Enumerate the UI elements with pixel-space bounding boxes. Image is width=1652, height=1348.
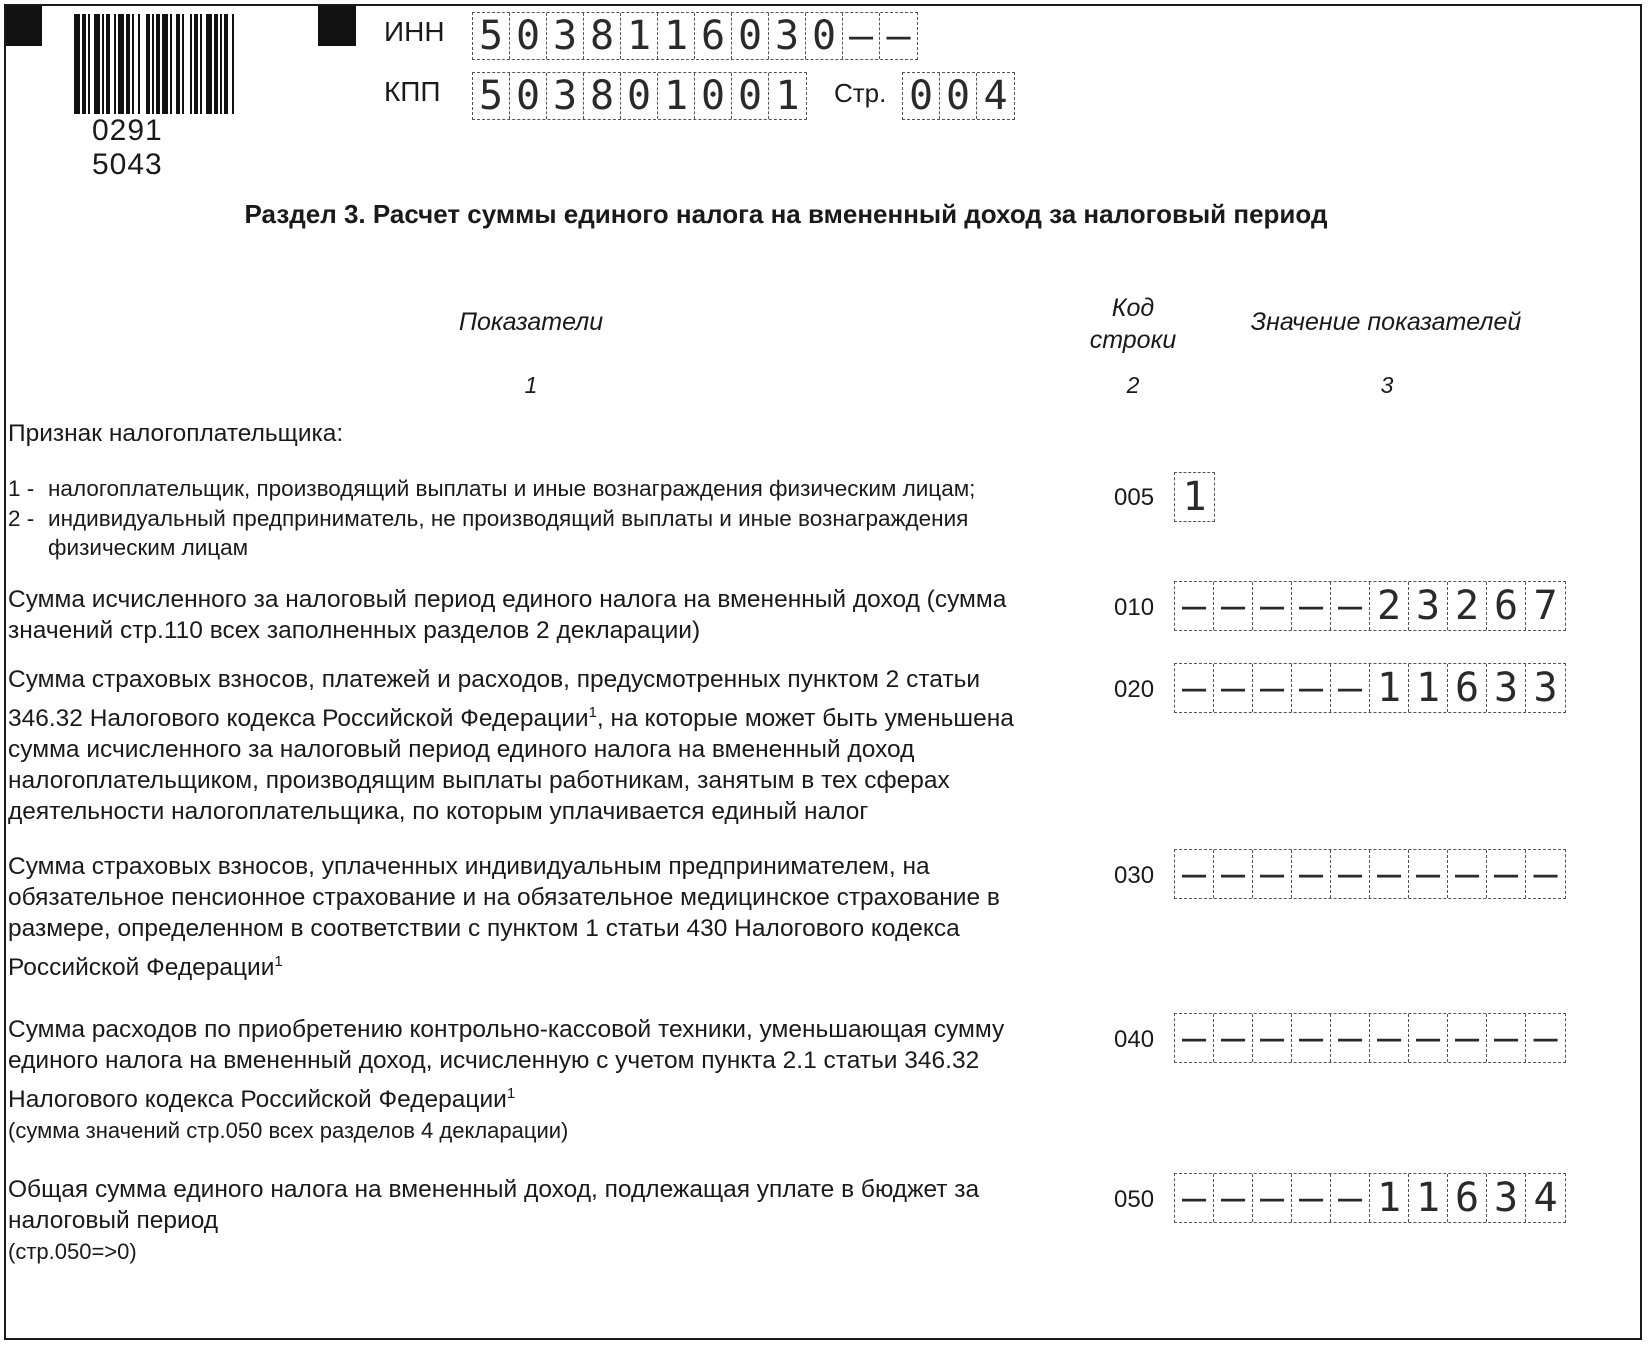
- row-020-value-field-cell[interactable]: –: [1175, 664, 1214, 712]
- row-030-value-field-cell[interactable]: –: [1214, 850, 1253, 898]
- row-040-note: (сумма значений стр.050 всех разделов 4 декларации): [8, 1118, 569, 1144]
- row-020-description: [8, 664, 1078, 827]
- row-030-value-field-cell[interactable]: –: [1409, 850, 1448, 898]
- row-030-footnote-mark: 1: [274, 953, 283, 970]
- row-030-value-field-cell[interactable]: –: [1370, 850, 1409, 898]
- barcode-bar: [220, 14, 222, 114]
- barcode-bar: [182, 14, 184, 114]
- inn-label: ИНН: [384, 16, 445, 47]
- row-040-value-field-cell[interactable]: –: [1448, 1014, 1487, 1062]
- kpp-field-cell[interactable]: 0: [695, 73, 732, 119]
- row-020-value-field-cell[interactable]: –: [1253, 664, 1292, 712]
- inn-field-cell[interactable]: 3: [547, 13, 584, 59]
- column-number-3: 3: [1380, 372, 1394, 398]
- kpp-field-cell[interactable]: 8: [584, 73, 621, 119]
- row-040-value-field-cell[interactable]: –: [1370, 1014, 1409, 1062]
- row-050-note: (стр.050=>0): [8, 1239, 137, 1264]
- row-code-040: 040: [1114, 1026, 1155, 1053]
- column-number-1: 1: [524, 372, 538, 398]
- row-040-value-field-cell[interactable]: –: [1533, 1015, 1558, 1061]
- row-010-text-line2: значений стр.110 всех заполненных разделов 2 декларации): [8, 617, 701, 644]
- row-040-description: [8, 1014, 1078, 1146]
- barcode-number: [92, 114, 279, 182]
- row-050-text-line2: налоговый период: [8, 1207, 219, 1234]
- barcode-bar: [156, 14, 160, 114]
- row-040-value-field-cell[interactable]: –: [1487, 1014, 1526, 1062]
- kpp-field-cell[interactable]: 0: [732, 73, 769, 119]
- barcode-bar: [82, 14, 86, 114]
- column-number-2: 2: [1126, 372, 1140, 398]
- barcode-number-part1: 0291: [92, 114, 163, 147]
- barcode-bar: [200, 14, 202, 114]
- option-2-text-line2: физическим лицам: [48, 535, 249, 560]
- row-040-value-field-cell[interactable]: –: [1175, 1014, 1214, 1062]
- row-005-value-field-cell[interactable]: 1: [1182, 474, 1207, 520]
- column-header-code: [1078, 292, 1188, 356]
- row-020-text-line1: Сумма страховых взносов, платежей и расходов, предусмотренных пунктом 2 статьи: [8, 666, 981, 693]
- row-050-value-field-cell[interactable]: 1: [1370, 1174, 1409, 1222]
- row-020-footnote-mark: 1: [588, 704, 597, 721]
- barcode-bar: [224, 14, 228, 114]
- barcode-bar: [114, 14, 116, 114]
- row-050-value-field-cell[interactable]: –: [1253, 1174, 1292, 1222]
- section-title: Раздел 3. Расчет суммы единого налога на вмененный доход за налоговый период: [244, 199, 1328, 229]
- barcode-bar: [106, 14, 110, 114]
- barcode-bar: [232, 14, 234, 114]
- row-040-footnote-mark: 1: [506, 1085, 516, 1102]
- row-020-text-line2: 346.32 Налогового кодекса Российской Федерации: [8, 705, 589, 733]
- column-header-code-line2: строки: [1089, 326, 1177, 354]
- barcode-bar: [152, 14, 154, 114]
- corner-marker-right: [318, 6, 356, 46]
- taxpayer-option-1: [8, 474, 975, 503]
- row-010-value-field[interactable]: [1174, 581, 1566, 631]
- barcode-bar: [138, 14, 140, 114]
- row-020-value-field-cell[interactable]: 6: [1448, 664, 1487, 712]
- row-040-value-field-cell[interactable]: –: [1331, 1014, 1370, 1062]
- row-050-value-field-cell[interactable]: 3: [1487, 1174, 1526, 1222]
- inn-field-cell[interactable]: 8: [584, 13, 621, 59]
- row-010-value-field-cell[interactable]: –: [1175, 582, 1214, 630]
- inn-field-cell[interactable]: –: [843, 13, 880, 59]
- inn-field-cell[interactable]: 0: [510, 13, 547, 59]
- row-020-text-line2b: , на которые может быть уменьшена: [596, 705, 1014, 733]
- row-005-value-field[interactable]: [1174, 472, 1215, 522]
- row-020-value-field-cell[interactable]: –: [1292, 664, 1331, 712]
- option-1-number: 1 -: [8, 476, 35, 501]
- barcode-bar: [190, 14, 192, 114]
- kpp-field-cell[interactable]: 0: [621, 73, 658, 119]
- barcode-bar: [146, 14, 150, 114]
- inn-field-cell[interactable]: –: [886, 13, 911, 59]
- barcode-bar: [206, 14, 212, 114]
- row-050-value-field-cell[interactable]: 1: [1409, 1174, 1448, 1222]
- page-number-field-cell[interactable]: 4: [983, 73, 1008, 119]
- barcode-bar: [102, 14, 104, 114]
- barcode: [74, 14, 279, 181]
- row-050-value-field-cell[interactable]: 4: [1533, 1175, 1558, 1221]
- kpp-field-cell[interactable]: 5: [473, 73, 510, 119]
- row-030-text-line3: размере, определенном в соответствии с пунктом 1 статьи 430 Налогового кодекса: [8, 915, 960, 942]
- option-1-text: налогоплательщик, производящий выплаты и иные вознаграждения физическим лицам;: [48, 476, 976, 501]
- inn-field-cell[interactable]: 1: [658, 13, 695, 59]
- barcode-bar: [88, 14, 90, 114]
- row-010-value-field-cell[interactable]: –: [1292, 582, 1331, 630]
- row-030-value-field-cell[interactable]: –: [1175, 850, 1214, 898]
- row-010-text-line1: Сумма исчисленного за налоговый период единого налога на вмененный доход (сумма: [8, 586, 1007, 613]
- kpp-field-cell[interactable]: 0: [510, 73, 547, 119]
- row-040-value-field-cell[interactable]: –: [1409, 1014, 1448, 1062]
- row-040-value-field[interactable]: [1174, 1013, 1566, 1063]
- row-050-value-field-cell[interactable]: –: [1214, 1174, 1253, 1222]
- row-020-value-field-cell[interactable]: 3: [1533, 665, 1558, 711]
- barcode-bar: [214, 14, 218, 114]
- row-050-value-field-cell[interactable]: –: [1331, 1174, 1370, 1222]
- option-2-number: 2 -: [8, 506, 35, 531]
- page-number-field[interactable]: [902, 72, 1015, 120]
- kpp-label: КПП: [384, 76, 441, 107]
- row-050-value-field-cell[interactable]: 6: [1448, 1174, 1487, 1222]
- row-010-description: [8, 584, 1078, 646]
- page-number-field-cell[interactable]: 0: [903, 73, 940, 119]
- inn-field-cell[interactable]: 1: [621, 13, 658, 59]
- row-050-description: [8, 1174, 1078, 1267]
- barcode-bars: [74, 14, 279, 114]
- row-020-value-field-cell[interactable]: –: [1331, 664, 1370, 712]
- inn-field-cell[interactable]: 3: [769, 13, 806, 59]
- row-030-description: [8, 851, 1078, 983]
- row-040-text-line2: единого налога на вмененный доход, исчисленную с учетом пункта 2.1 статьи 346.32: [8, 1047, 980, 1074]
- row-050-text-line1: Общая сумма единого налога на вмененный доход, подлежащая уплате в бюджет за: [8, 1176, 980, 1203]
- row-code-030: 030: [1114, 862, 1155, 889]
- row-030-value-field-cell[interactable]: –: [1253, 850, 1292, 898]
- row-020-text-line4: налогоплательщиком, производящим выплаты работникам, занятым в тех сферах: [8, 767, 950, 795]
- row-020-text-line5: деятельности налогоплательщика, по которым уплачивается единый налог: [8, 798, 869, 826]
- barcode-bar: [194, 14, 198, 114]
- barcode-bar: [176, 14, 180, 114]
- row-code-010: 010: [1114, 594, 1155, 621]
- option-2-text-line1: индивидуальный предприниматель, не производящий выплаты и иные вознаграждения: [48, 506, 969, 531]
- row-030-text-line2: обязательное пенсионное страхование и на обязательное медицинское страхование в: [8, 884, 1000, 911]
- corner-marker-left: [6, 6, 42, 46]
- row-010-value-field-cell[interactable]: 7: [1533, 583, 1558, 629]
- row-030-value-field-cell[interactable]: –: [1292, 850, 1331, 898]
- barcode-bar: [118, 14, 124, 114]
- kpp-field-cell[interactable]: 1: [775, 73, 800, 119]
- barcode-bar: [74, 14, 80, 114]
- row-020-value-field-cell[interactable]: 1: [1370, 664, 1409, 712]
- row-030-text-line4: Российской Федерации: [8, 954, 275, 982]
- row-code-005: 005: [1114, 484, 1155, 511]
- row-010-value-field-cell[interactable]: –: [1214, 582, 1253, 630]
- row-020-text-line3: сумма исчисленного за налоговый период единого налога на вмененный доход: [8, 736, 915, 764]
- inn-field-cell[interactable]: 0: [806, 13, 843, 59]
- row-030-text-line1: Сумма страховых взносов, уплаченных индивидуальным предпринимателем, на: [8, 853, 930, 880]
- row-030-value-field-cell[interactable]: –: [1533, 851, 1558, 897]
- inn-field-cell[interactable]: 5: [473, 13, 510, 59]
- row-050-value-field-cell[interactable]: –: [1175, 1174, 1214, 1222]
- row-030-value-field-cell[interactable]: –: [1331, 850, 1370, 898]
- inn-field[interactable]: [472, 12, 918, 60]
- row-010-value-field-cell[interactable]: 3: [1409, 582, 1448, 630]
- row-040-value-field-cell[interactable]: –: [1214, 1014, 1253, 1062]
- kpp-field-cell[interactable]: 3: [547, 73, 584, 119]
- row-020-value-field[interactable]: [1174, 663, 1566, 713]
- inn-field-cell[interactable]: 6: [695, 13, 732, 59]
- taxpayer-option-2: [8, 504, 968, 562]
- row-040-text-line3: Налогового кодекса Российской Федерации: [8, 1086, 507, 1114]
- column-header-indicators: Показатели: [458, 308, 604, 336]
- row-030-value-field-cell[interactable]: –: [1487, 850, 1526, 898]
- row-030-value-field-cell[interactable]: –: [1448, 850, 1487, 898]
- row-010-value-field-cell[interactable]: 2: [1448, 582, 1487, 630]
- row-code-020: 020: [1114, 676, 1155, 703]
- row-030-value-field[interactable]: [1174, 849, 1566, 899]
- barcode-bar: [162, 14, 168, 114]
- barcode-bar: [94, 14, 100, 114]
- barcode-bar: [126, 14, 130, 114]
- row-code-050: 050: [1114, 1186, 1155, 1213]
- tax-form-page: [4, 4, 1642, 1340]
- row-010-value-field-cell[interactable]: –: [1253, 582, 1292, 630]
- row-020-value-field-cell[interactable]: –: [1214, 664, 1253, 712]
- barcode-bar: [132, 14, 134, 114]
- taxpayer-sign-heading: Признак налогоплательщика:: [8, 420, 344, 447]
- barcode-bar: [170, 14, 172, 114]
- row-010-value-field-cell[interactable]: 6: [1487, 582, 1526, 630]
- row-040-text-line1: Сумма расходов по приобретению контрольно-кассовой техники, уменьшающая сумму: [8, 1016, 1005, 1043]
- column-header-code-line1: Код: [1111, 294, 1155, 322]
- row-020-value-field-cell[interactable]: 3: [1487, 664, 1526, 712]
- kpp-field[interactable]: [472, 72, 807, 120]
- row-050-value-field-cell[interactable]: –: [1292, 1174, 1331, 1222]
- row-020-value-field-cell[interactable]: 1: [1409, 664, 1448, 712]
- row-040-value-field-cell[interactable]: –: [1292, 1014, 1331, 1062]
- page-number-field-cell[interactable]: 0: [940, 73, 977, 119]
- row-050-value-field[interactable]: [1174, 1173, 1566, 1223]
- row-010-value-field-cell[interactable]: –: [1331, 582, 1370, 630]
- barcode-number-part2: 5043: [92, 148, 163, 181]
- page-label: Стр.: [834, 78, 887, 108]
- row-010-value-field-cell[interactable]: 2: [1370, 582, 1409, 630]
- row-040-value-field-cell[interactable]: –: [1253, 1014, 1292, 1062]
- column-header-values: Значение показателей: [1250, 308, 1522, 336]
- inn-field-cell[interactable]: 0: [732, 13, 769, 59]
- kpp-field-cell[interactable]: 1: [658, 73, 695, 119]
